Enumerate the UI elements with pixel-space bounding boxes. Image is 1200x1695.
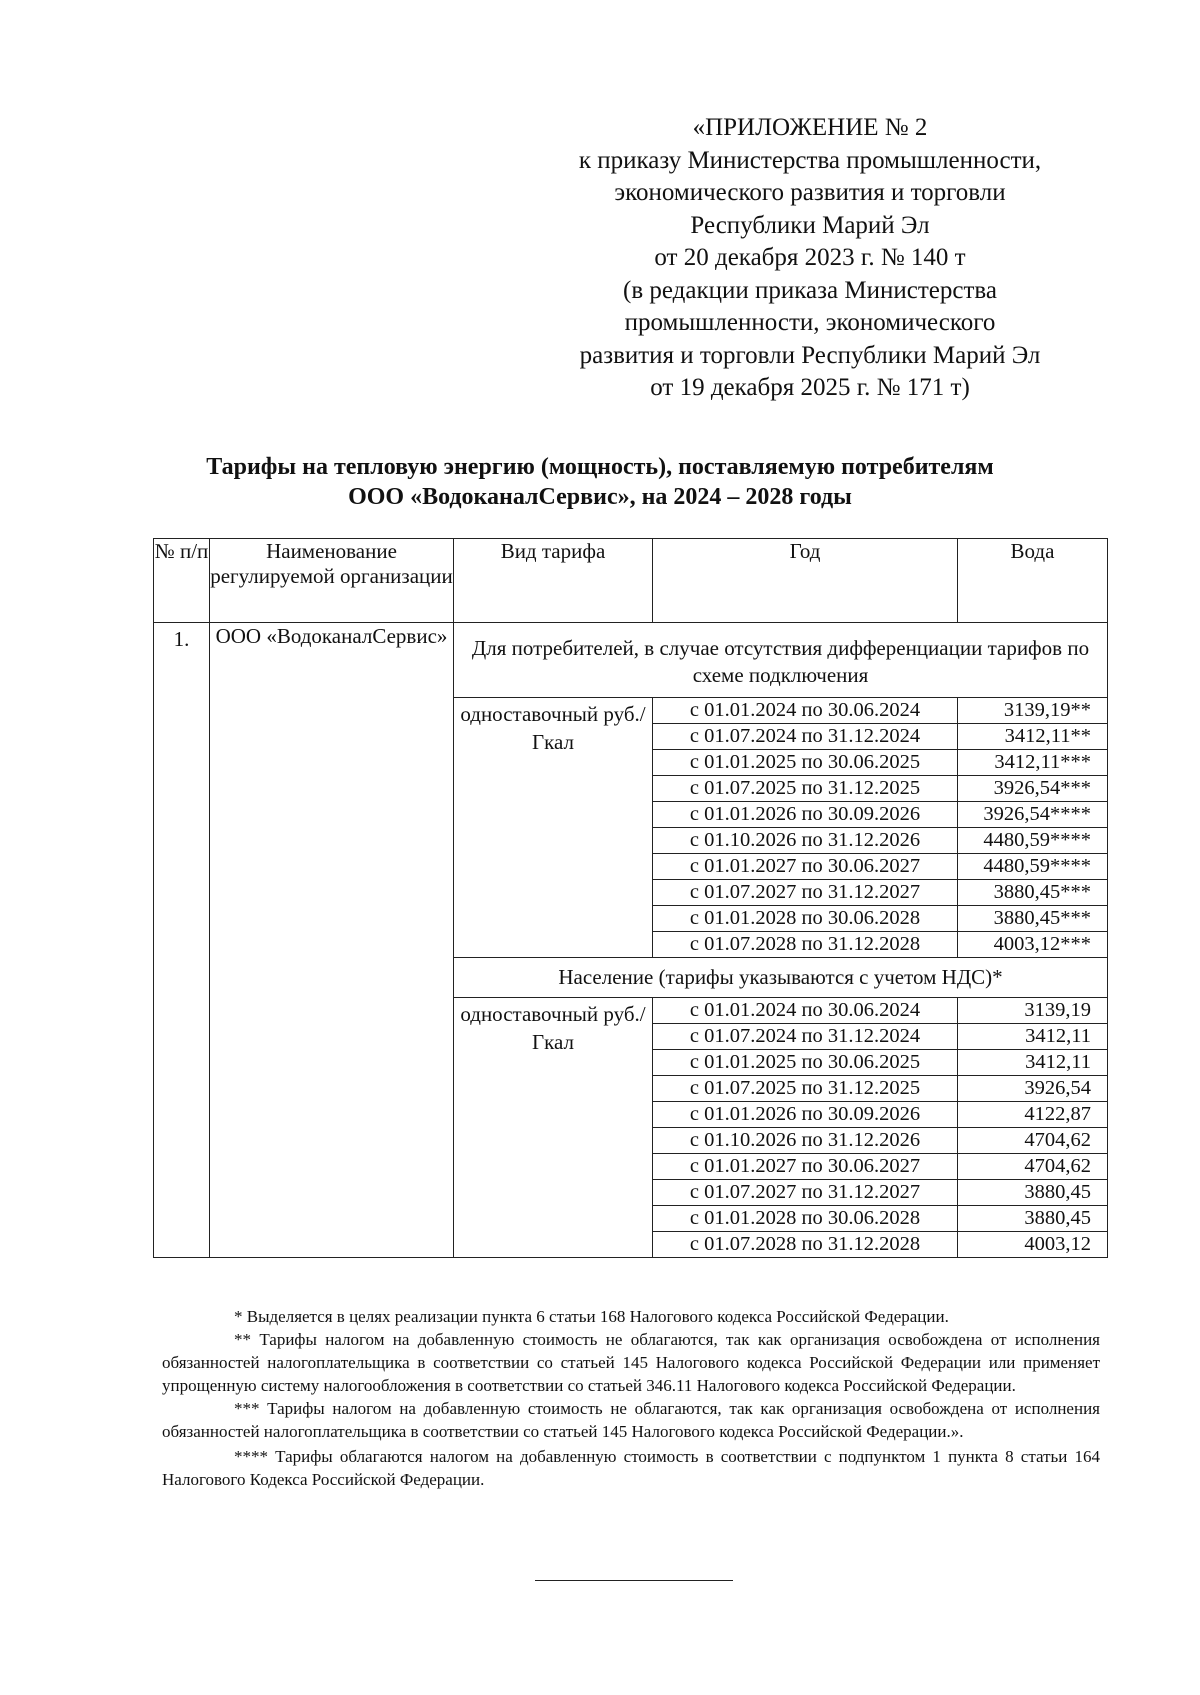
header-line: к приказу Министерства промышленности, [578, 146, 1042, 174]
period-cell: с 01.01.2027 по 30.06.2027 [653, 854, 958, 880]
period-cell: с 01.01.2026 по 30.09.2026 [653, 802, 958, 828]
document-title [0, 452, 1200, 512]
table-header-row [154, 539, 1108, 623]
period-cell: с 01.07.2025 по 31.12.2025 [653, 1076, 958, 1102]
tariff-value-cell: 3412,11*** [958, 750, 1108, 776]
group-title-row [154, 623, 1108, 698]
tariff-value-cell: 3880,45 [958, 1180, 1108, 1206]
period-cell: с 01.10.2026 по 31.12.2026 [653, 1128, 958, 1154]
tariff-value-cell: 3880,45*** [958, 906, 1108, 932]
group-title: Для потребителей, в случае отсутствия дифференциации тарифов по схеме подключения [454, 623, 1108, 698]
table-body [154, 623, 1108, 1258]
tariff-type: одноставочный руб./Гкал [454, 998, 653, 1258]
tariff-value-cell: 4122,87 [958, 1102, 1108, 1128]
header-line: Республики Марий Эл [690, 211, 930, 239]
header-num: № п/п [154, 539, 210, 623]
header-org: Наименование регулируемой организации [210, 539, 454, 623]
period-cell: с 01.01.2025 по 30.06.2025 [653, 1050, 958, 1076]
title-line-2: ООО «ВодоканалСервис», на 2024 – 2028 годы [348, 484, 852, 510]
period-cell: с 01.07.2028 по 31.12.2028 [653, 1232, 958, 1258]
period-cell: с 01.01.2027 по 30.06.2027 [653, 1154, 958, 1180]
period-cell: с 01.07.2025 по 31.12.2025 [653, 776, 958, 802]
tariff-type: одноставочный руб./Гкал [454, 698, 653, 958]
tariff-value-cell: 3926,54 [958, 1076, 1108, 1102]
title-line-1: Тарифы на тепловую энергию (мощность), поставляемую потребителям [206, 454, 994, 480]
period-cell: с 01.01.2024 по 30.06.2024 [653, 698, 958, 724]
period-cell: с 01.07.2024 по 31.12.2024 [653, 1024, 958, 1050]
period-cell: с 01.01.2025 по 30.06.2025 [653, 750, 958, 776]
header-line: от 20 декабря 2023 г. № 140 т [654, 244, 966, 271]
header-water: Вода [958, 539, 1108, 623]
tariff-value-cell: 4704,62 [958, 1128, 1108, 1154]
period-cell: с 01.07.2028 по 31.12.2028 [653, 932, 958, 958]
period-cell: с 01.01.2028 по 30.06.2028 [653, 1206, 958, 1232]
tariff-value-cell: 3926,54*** [958, 776, 1108, 802]
tariff-value-cell: 3880,45*** [958, 880, 1108, 906]
period-cell: с 01.10.2026 по 31.12.2026 [653, 828, 958, 854]
header-line: от 19 декабря 2025 г. № 171 т) [650, 374, 970, 401]
period-cell: с 01.01.2026 по 30.09.2026 [653, 1102, 958, 1128]
appendix-header [560, 112, 1060, 405]
header-year: Год [653, 539, 958, 623]
footnote: **** Тарифы облагаются налогом на добавленную стоимость в соответствии с подпунктом 1 пункта 8 статьи 164 Налогового Кодекса Российской Федерации. [162, 1447, 1100, 1489]
tariff-value-cell: 4480,59**** [958, 854, 1108, 880]
organization-name: ООО «ВодоканалСервис» [210, 623, 454, 1258]
group-title: Население (тарифы указываются с учетом НДС)* [454, 958, 1108, 998]
tariff-value-cell: 4480,59**** [958, 828, 1108, 854]
tariff-value-cell: 3412,11 [958, 1050, 1108, 1076]
row-number: 1. [154, 623, 210, 1258]
footnote: ** Тарифы налогом на добавленную стоимость не облагаются, так как организация освобождена от исполнения обязанностей налогоплательщика в соответствии со статьей 145 Налогового кодекса Российской Федерации или применяет упрощенную систему налогообложения в соответствии со статьей 346.11 Налогового кодекса Российской Федерации. [162, 1330, 1100, 1395]
tariff-value-cell: 3926,54**** [958, 802, 1108, 828]
footnote: * Выделяется в целях реализации пункта 6 статьи 168 Налогового кодекса Российской Федерации. [234, 1307, 949, 1326]
period-cell: с 01.07.2024 по 31.12.2024 [653, 724, 958, 750]
header-line: (в редакции приказа Министерства [623, 276, 997, 304]
header-line: экономического развития и торговли [614, 179, 1006, 206]
end-separator-line [535, 1580, 733, 1581]
tariff-value-cell: 3139,19 [958, 998, 1108, 1024]
tariff-value-cell: 3880,45 [958, 1206, 1108, 1232]
tariff-value-cell: 3139,19** [958, 698, 1108, 724]
tariff-value-cell: 4704,62 [958, 1154, 1108, 1180]
tariff-value-cell: 3412,11 [958, 1024, 1108, 1050]
tariff-value-cell: 4003,12*** [958, 932, 1108, 958]
period-cell: с 01.01.2028 по 30.06.2028 [653, 906, 958, 932]
header-line: развития и торговли Республики Марий Эл [579, 341, 1041, 369]
period-cell: с 01.07.2027 по 31.12.2027 [653, 880, 958, 906]
header-line: «ПРИЛОЖЕНИЕ № 2 [692, 114, 928, 141]
tariff-value-cell: 4003,12 [958, 1232, 1108, 1258]
header-type: Вид тарифа [454, 539, 653, 623]
footnotes [162, 1305, 1100, 1491]
footnote: *** Тарифы налогом на добавленную стоимость не облагаются, так как организация освобождена от исполнения обязанностей налогоплательщика в соответствии со статьей 145 Налогового кодекса Российской Федерации.». [162, 1399, 1100, 1441]
tariff-table [153, 538, 1108, 1258]
period-cell: с 01.01.2024 по 30.06.2024 [653, 998, 958, 1024]
period-cell: с 01.07.2027 по 31.12.2027 [653, 1180, 958, 1206]
tariff-value-cell: 3412,11** [958, 724, 1108, 750]
header-line: промышленности, экономического [624, 309, 996, 336]
